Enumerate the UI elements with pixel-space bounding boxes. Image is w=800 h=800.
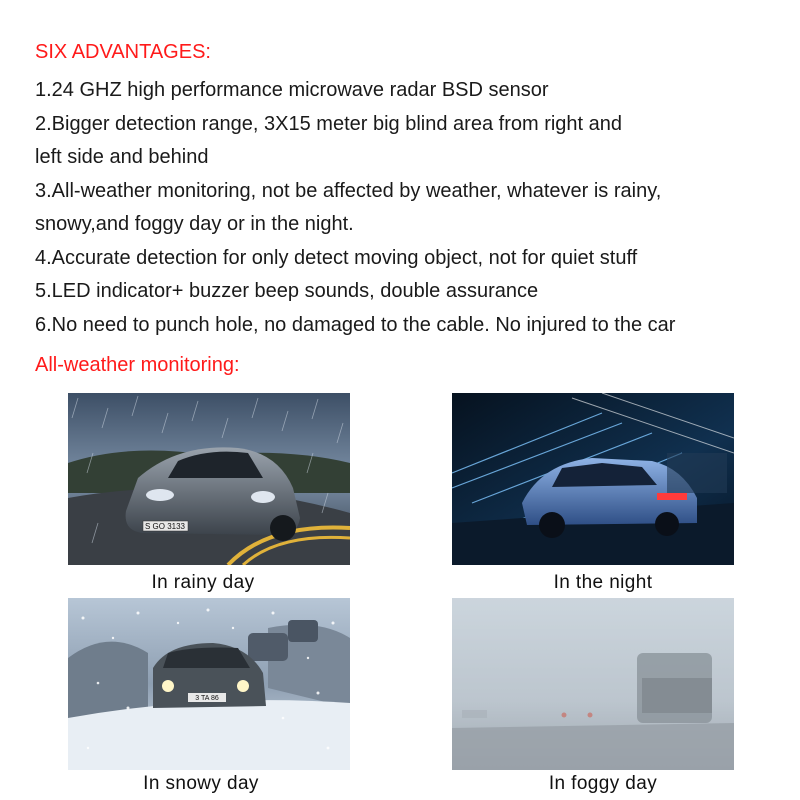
night-caption: In the night (553, 572, 653, 593)
snowy-day-photo (68, 598, 350, 770)
advantage-line: 6.No need to punch hole, no damaged to the cable. No injured to the car (35, 313, 676, 336)
advantages-list (35, 74, 775, 342)
advantage-line: left side and behind (35, 146, 209, 168)
snowy-day-caption: In snowy day (143, 773, 259, 794)
advantage-line: 4.Accurate detection for only detect moving object, not for quiet stuff (35, 246, 638, 269)
advantage-line: 1.24 GHZ high performance microwave radar BSD sensor (35, 79, 549, 101)
advantages-heading: SIX ADVANTAGES: (35, 41, 211, 63)
license-plate: 3 TA 86 (195, 695, 219, 702)
night-photo (452, 393, 734, 565)
rainy-day-photo (68, 393, 350, 565)
license-plate: S GO 3133 (144, 522, 186, 531)
advantage-line: 3.All-weather monitoring, not be affected by weather, whatever is rainy, (35, 179, 662, 202)
weather-heading: All-weather monitoring: (35, 354, 240, 376)
advantage-line: 2.Bigger detection range, 3X15 meter big blind area from right and (35, 112, 623, 135)
foggy-day-photo (452, 598, 734, 770)
advantage-line: snowy,and foggy day or in the night. (35, 213, 354, 235)
advantage-line: 5.LED indicator+ buzzer beep sounds, double assurance (35, 280, 539, 302)
foggy-day-caption: In foggy day (548, 773, 658, 794)
rainy-day-caption: In rainy day (151, 572, 255, 593)
